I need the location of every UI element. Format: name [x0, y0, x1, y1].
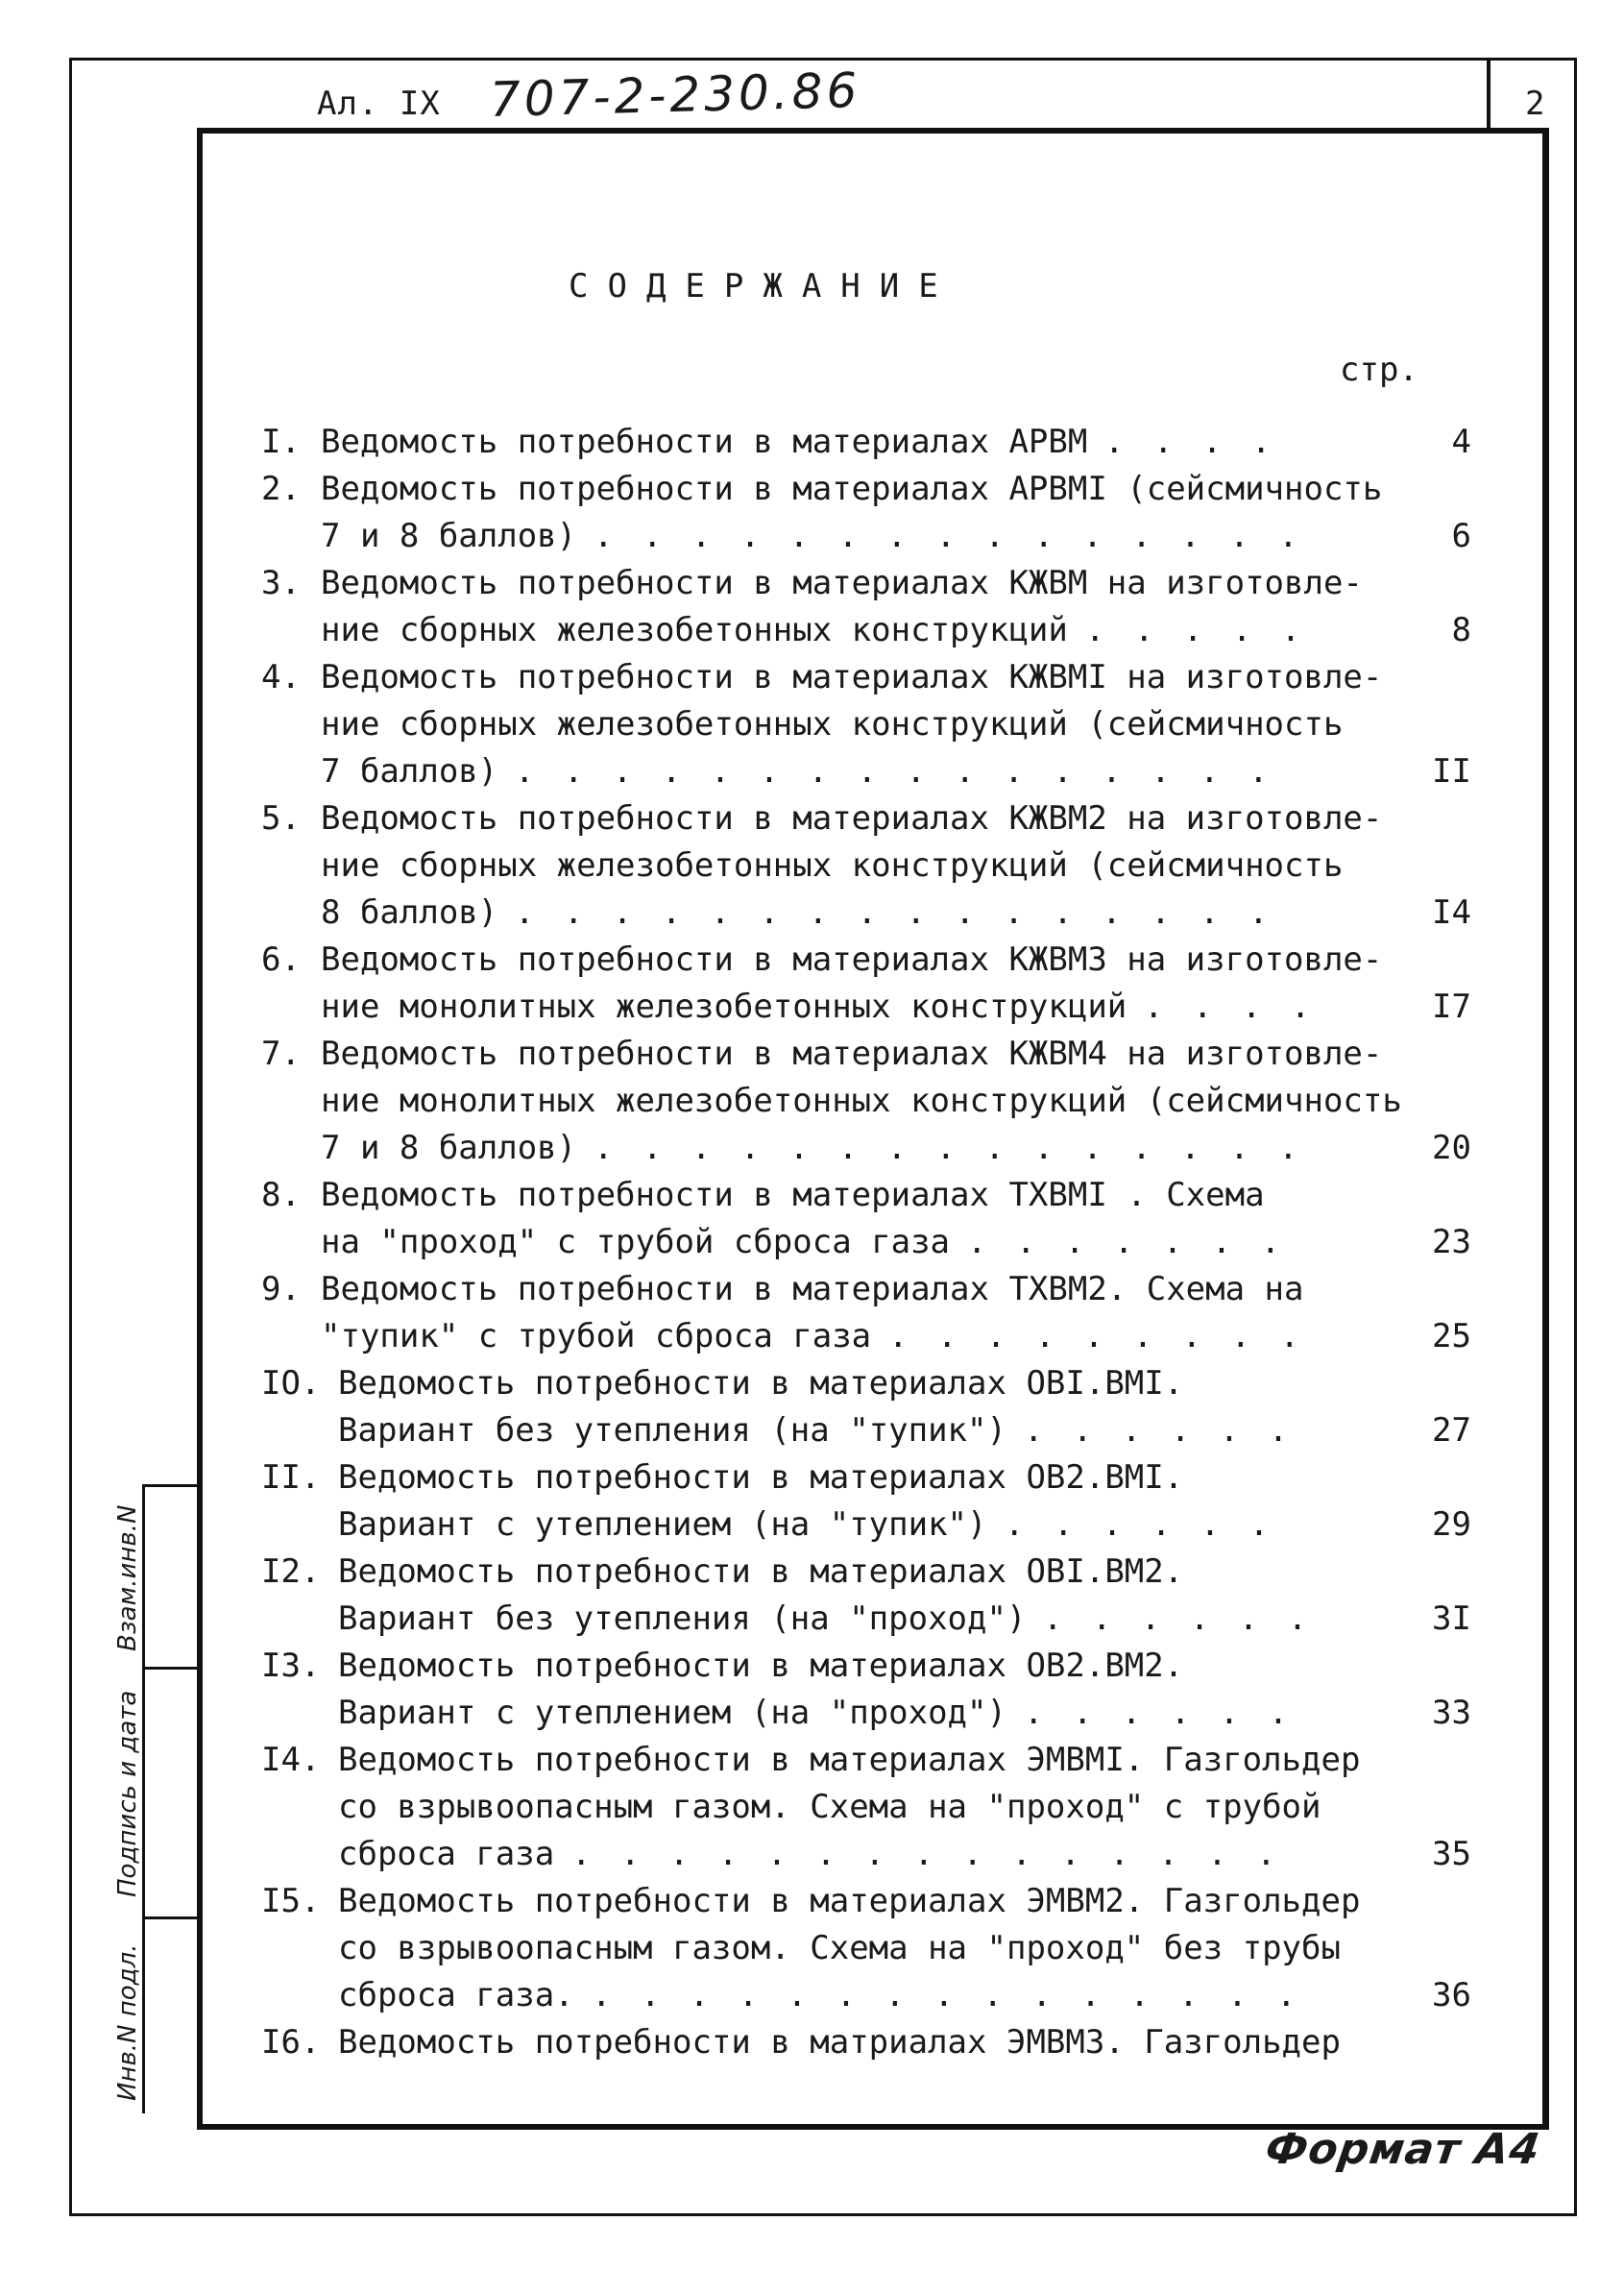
page-number: 2	[1525, 85, 1546, 123]
toc-entry-line	[261, 1266, 1471, 1313]
toc-entry-line	[261, 1501, 1471, 1549]
toc-entry-text: Ведомость потребности в материалах АРВМI (сейсмичность	[321, 470, 1383, 508]
toc-entry-text: со взрывоопасным газом. Схема на "проход" без трубы	[338, 1929, 1341, 1967]
toc-entry-text: Вариант без утепления (на "проход")	[338, 1599, 1027, 1638]
toc-entry-line	[261, 1407, 1471, 1454]
toc-entry-line	[261, 1596, 1471, 1643]
toc-entry-text: Ведомость потребности в материалах КЖВМ3 на изготовле-	[321, 940, 1383, 979]
toc-entry	[261, 1172, 1471, 1266]
toc-entry-page: 29	[1432, 1505, 1471, 1544]
toc-entry-page: 6	[1451, 517, 1471, 555]
toc-entry-text: 8 баллов)	[321, 893, 498, 932]
toc-entry-text: Ведомость потребности в материалах АРВМ	[321, 423, 1088, 461]
toc-entry-page: 20	[1432, 1129, 1471, 1167]
dot-leader: . . . . . .	[1024, 1694, 1294, 1732]
toc-entry-page: 3I	[1432, 1599, 1471, 1638]
toc-entry-text: ние сборных железобетонных конструкций	[321, 611, 1068, 649]
toc-entry-line	[261, 984, 1471, 1031]
dot-leader: . . . . . . . . . . . . . . .	[594, 1129, 1303, 1167]
album-label: Ал. IX	[317, 85, 441, 123]
dot-leader: . . . . . . .	[967, 1223, 1286, 1261]
dot-leader: . . . . . . . . . . . . . . .	[594, 517, 1303, 555]
dot-leader: . . . . . .	[1043, 1599, 1313, 1638]
toc-entry-number: I2.	[261, 1552, 321, 1591]
toc-entry	[261, 2019, 1471, 2066]
dot-leader: . . . .	[1144, 988, 1316, 1026]
toc-entry-line	[261, 1972, 1471, 2019]
toc-entry	[261, 1878, 1471, 2019]
toc-entry	[261, 937, 1471, 1031]
toc-entry-text: Вариант без утепления (на "тупик")	[338, 1411, 1006, 1450]
toc-entry-line	[261, 890, 1471, 937]
toc-entry	[261, 466, 1471, 560]
toc-entry	[261, 1360, 1471, 1454]
toc-entry-line	[261, 560, 1471, 607]
toc-entry-text: на "проход" с трубой сброса газа	[321, 1223, 951, 1261]
toc-entry-line	[261, 937, 1471, 984]
toc-entry	[261, 795, 1471, 937]
toc-entry-text: Ведомость потребности в материалах ЭМВМ2. Газгольдер	[338, 1882, 1361, 1920]
toc-entry-text: Вариант с утеплением (на "тупик")	[338, 1505, 987, 1544]
toc-entry-text: "тупик" с трубой сброса газа	[321, 1317, 872, 1355]
toc-entry-line	[261, 1454, 1471, 1501]
toc-entry-text: Ведомость потребности в материалах ОВ2.ВМI.	[338, 1458, 1184, 1497]
toc-entry-page: II	[1432, 752, 1471, 791]
header-separator	[1487, 58, 1491, 133]
toc-entry-page: 23	[1432, 1223, 1471, 1261]
toc-entry-line	[261, 419, 1471, 466]
toc-entry-line	[261, 1784, 1471, 1831]
toc-entry-line	[261, 701, 1471, 748]
toc-entry-text: Ведомость потребности в материалах КЖВМI на изготовле-	[321, 658, 1383, 696]
toc-entry-page: 8	[1451, 611, 1471, 649]
dot-leader: . . . . . .	[1005, 1505, 1274, 1544]
stamp-separator	[142, 1667, 198, 1670]
toc-entry-line	[261, 1172, 1471, 1219]
approval-stamp-column	[113, 1484, 198, 2113]
toc-entry-text: со взрывоопасным газом. Схема на "проход" с трубой	[338, 1788, 1321, 1826]
toc-entry-number: 5.	[261, 799, 301, 838]
toc-entry	[261, 419, 1471, 466]
toc-entry	[261, 1454, 1471, 1549]
toc-entry-text: Вариант с утеплением (на "проход")	[338, 1694, 1006, 1732]
toc-entry-line	[261, 1219, 1471, 1266]
toc-entry-page: 36	[1432, 1976, 1471, 2014]
toc-entry-text: сброса газа	[338, 1835, 555, 1873]
toc-entry-line	[261, 1878, 1471, 1925]
toc-entry-number: 4.	[261, 658, 301, 696]
toc-entry-line	[261, 466, 1471, 513]
toc-entry-text: Ведомость потребности в материалах КЖВМ4 на изготовле-	[321, 1035, 1383, 1073]
toc-entry-number: I5.	[261, 1882, 321, 1920]
dot-leader: . . . . . . . . . . . . . . .	[571, 1835, 1281, 1873]
toc-entry-text: 7 и 8 баллов)	[321, 1129, 577, 1167]
toc-entry	[261, 654, 1471, 795]
toc-entry-number: 8.	[261, 1176, 301, 1214]
toc-entry-text: Ведомость потребности в матриалах ЭМВМ3. Газгольдер	[338, 2023, 1341, 2062]
toc-entry-line	[261, 1125, 1471, 1172]
toc-entry-number: I3.	[261, 1647, 321, 1685]
toc-entry-line	[261, 654, 1471, 701]
toc-entry-text: Ведомость потребности в материалах ОВI.ВМI.	[338, 1364, 1184, 1403]
toc-entry-line	[261, 1078, 1471, 1125]
toc-entry-line	[261, 607, 1471, 654]
dot-leader: . . . . . .	[1024, 1411, 1294, 1450]
toc-entry	[261, 560, 1471, 654]
toc-entry-text: Ведомость потребности в материалах ОВ2.ВМ2.	[338, 1647, 1184, 1685]
toc-entry-text: Ведомость потребности в материалах ТХВМ2. Схема на	[321, 1270, 1304, 1308]
toc-entry-page: 25	[1432, 1317, 1471, 1355]
toc-entry-line	[261, 1360, 1471, 1407]
page-title: СОДЕРЖАНИЕ	[569, 267, 957, 305]
page-column-label: стр.	[1340, 351, 1418, 389]
toc-entry	[261, 1031, 1471, 1172]
toc-entry-text: Ведомость потребности в материалах КЖВМ на изготовле-	[321, 564, 1363, 602]
toc-entry-line	[261, 2019, 1471, 2066]
toc-entry-text: сброса газа.	[338, 1976, 574, 2014]
toc-entry	[261, 1549, 1471, 1643]
toc-entry-text: ние сборных железобетонных конструкций (сейсмичность	[321, 846, 1344, 885]
toc-entry-text: 7 баллов)	[321, 752, 498, 791]
toc-entry-page: I4	[1432, 893, 1471, 932]
contents-list	[261, 419, 1471, 2066]
toc-entry-number: 3.	[261, 564, 301, 602]
toc-entry-line	[261, 842, 1471, 890]
toc-entry-line	[261, 1690, 1471, 1737]
dot-leader: . . . .	[1104, 423, 1276, 461]
toc-entry-page: 33	[1432, 1694, 1471, 1732]
toc-entry-text: Ведомость потребности в материалах ТХВМI . Схема	[321, 1176, 1265, 1214]
toc-entry-text: ние монолитных железобетонных конструкций	[321, 988, 1127, 1026]
dot-leader: . . . . . . . . . . . . . . . .	[515, 893, 1273, 932]
toc-entry-number: I4.	[261, 1741, 321, 1779]
toc-entry-page: 4	[1451, 423, 1471, 461]
toc-entry-line	[261, 748, 1471, 795]
document-code: 707-2-230.86	[489, 61, 861, 129]
toc-entry-number: 6.	[261, 940, 301, 979]
toc-entry	[261, 1643, 1471, 1737]
stamp-box	[142, 1484, 198, 2113]
inventory-number-label: Инв.N подл.	[113, 1943, 142, 2101]
toc-entry-number: 9.	[261, 1270, 301, 1308]
toc-entry-number: I.	[261, 423, 301, 461]
toc-entry-text: Ведомость потребности в материалах ЭМВМI. Газгольдер	[338, 1741, 1361, 1779]
dot-leader: . . . . . . . . . . . . . . .	[592, 1976, 1301, 2014]
signature-date-label: Подпись и дата	[113, 1690, 142, 1898]
toc-entry-line	[261, 1313, 1471, 1360]
toc-entry-line	[261, 1549, 1471, 1596]
toc-entry	[261, 1266, 1471, 1360]
toc-entry-line	[261, 1643, 1471, 1690]
dot-leader: . . . . .	[1085, 611, 1306, 649]
toc-entry-text: Ведомость потребности в материалах ОВI.ВМ2.	[338, 1552, 1184, 1591]
stamp-separator	[142, 1916, 198, 1919]
toc-entry-text: ние сборных железобетонных конструкций (сейсмичность	[321, 705, 1344, 744]
toc-entry-line	[261, 1925, 1471, 1972]
toc-entry-line	[261, 1737, 1471, 1784]
toc-entry-text: ние монолитных железобетонных конструкций (сейсмичность	[321, 1082, 1402, 1120]
toc-entry-line	[261, 1031, 1471, 1078]
toc-entry-line	[261, 795, 1471, 842]
toc-entry-text: Ведомость потребности в материалах КЖВМ2 на изготовле-	[321, 799, 1383, 838]
toc-entry-number: II.	[261, 1458, 321, 1497]
toc-entry-line	[261, 1831, 1471, 1878]
toc-entry-number: 7.	[261, 1035, 301, 1073]
toc-entry	[261, 1737, 1471, 1878]
toc-entry-line	[261, 513, 1471, 560]
toc-entry-page: I7	[1432, 988, 1471, 1026]
replacement-inventory-label: Взам.инв.N	[113, 1504, 142, 1651]
toc-entry-number: 2.	[261, 470, 301, 508]
format-label: Формат А4	[1262, 2125, 1544, 2174]
toc-entry-number: I6.	[261, 2023, 321, 2062]
toc-entry-number: IO.	[261, 1364, 321, 1403]
toc-entry-text: 7 и 8 баллов)	[321, 517, 577, 555]
toc-entry-page: 27	[1432, 1411, 1471, 1450]
dot-leader: . . . . . . . . .	[888, 1317, 1304, 1355]
toc-entry-page: 35	[1432, 1835, 1471, 1873]
dot-leader: . . . . . . . . . . . . . . . .	[515, 752, 1273, 791]
